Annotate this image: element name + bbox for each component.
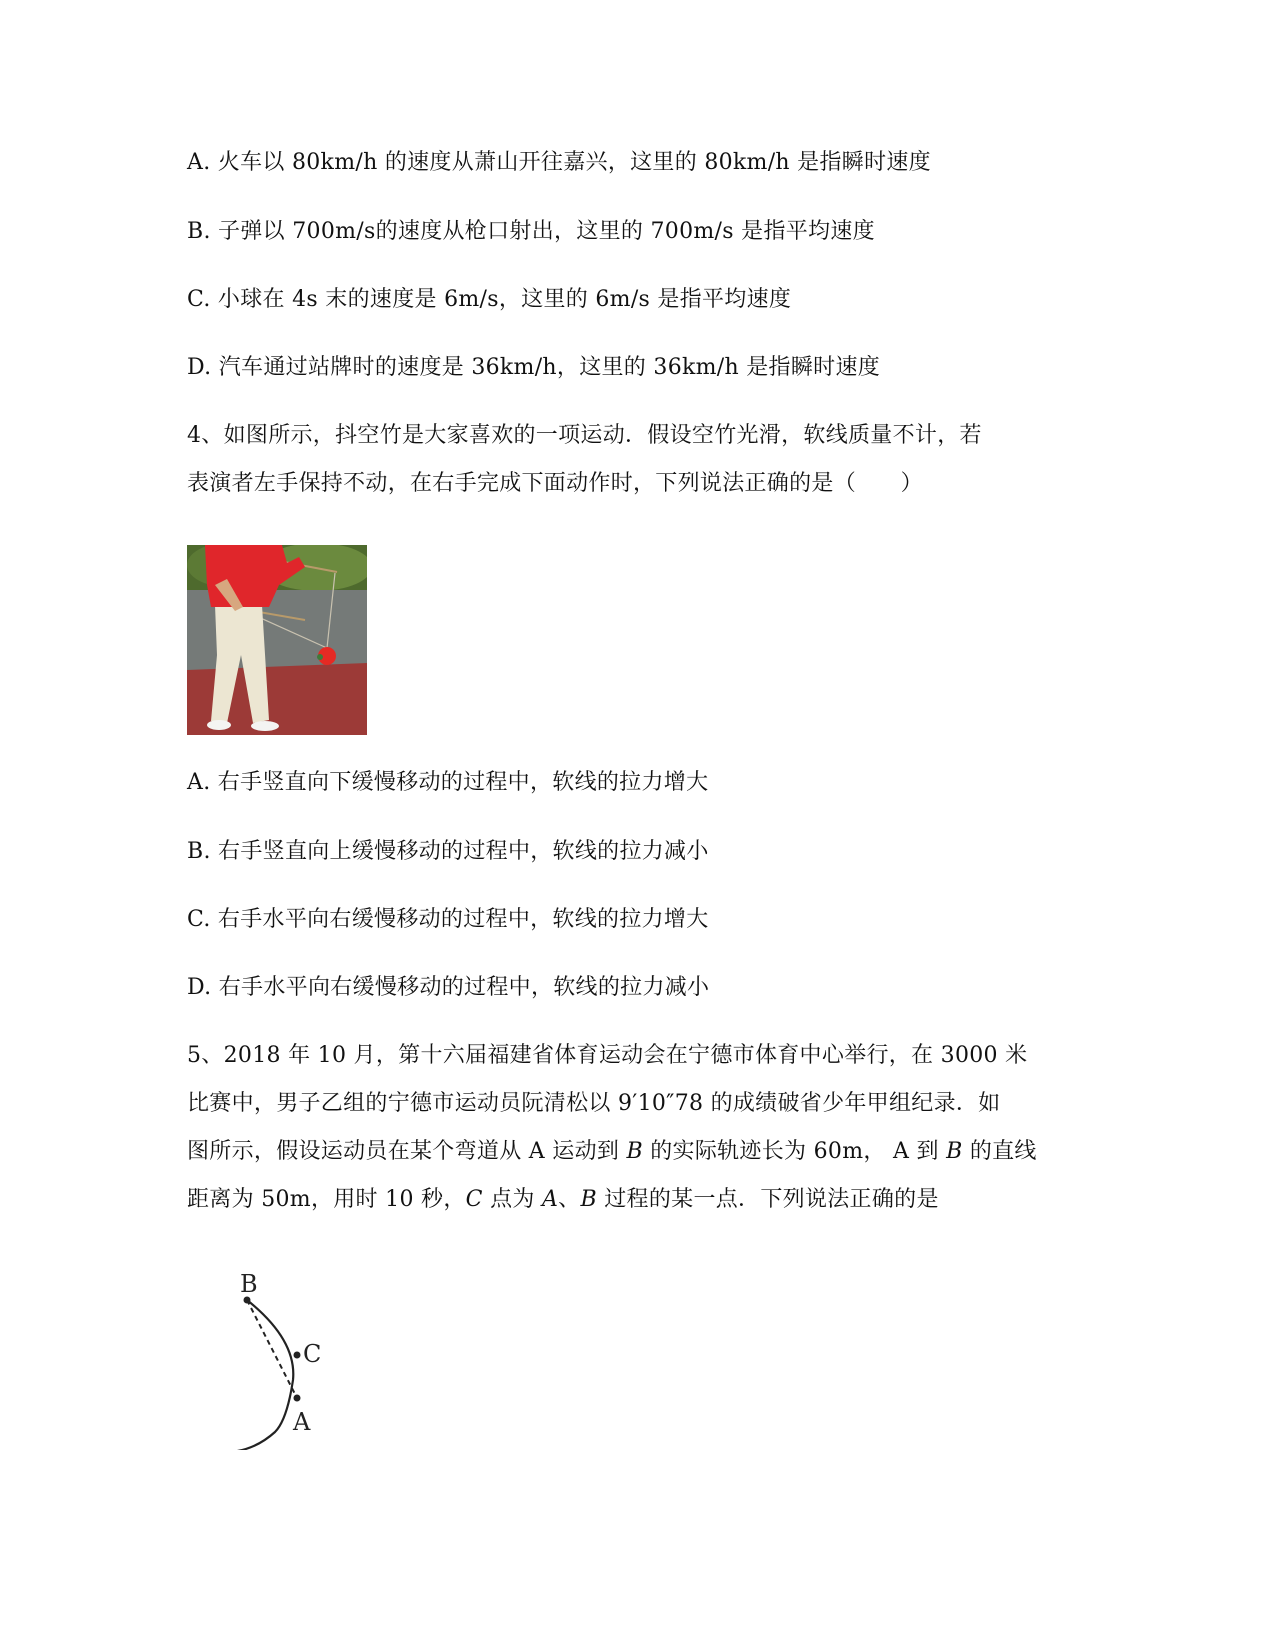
q5-point-c-ref: C (465, 1187, 483, 1212)
point-c (294, 1352, 301, 1359)
q5-stem-line-2: 比赛中，男子乙组的宁德市运动员阮清松以 9′10″78 的成绩破省少年甲组纪录．如 (187, 1091, 1001, 1116)
q4-option-a: A. 右手竖直向下缓慢移动的过程中，软线的拉力增大 (187, 770, 709, 795)
q4-stem-line-2: 表演者左手保持不动，在右手完成下面动作时，下列说法正确的是（ ） (187, 471, 923, 496)
q4-option-c: C. 右手水平向右缓慢移动的过程中，软线的拉力增大 (187, 907, 709, 932)
label-c: C (303, 1340, 322, 1368)
q5-point-b-ref-1: B (626, 1139, 643, 1164)
q4-option-d: D. 右手水平向右缓慢移动的过程中，软线的拉力减小 (187, 975, 710, 1000)
point-a (294, 1395, 301, 1402)
shoe-right (251, 721, 279, 731)
q4-option-b: B. 右手竖直向上缓慢移动的过程中，软线的拉力减小 (187, 839, 709, 864)
q3-option-c: C. 小球在 4s 末的速度是 6m/s，这里的 6m/s 是指平均速度 (187, 287, 792, 312)
q5-line-3-part-1: 图所示，假设运动员在某个弯道从 A 运动到 (187, 1139, 627, 1164)
q3-option-b: B. 子弹以 700m/s的速度从枪口射出，这里的 700m/s 是指平均速度 (187, 219, 875, 244)
q5-line-4-part-1: 距离为 50m，用时 10 秒， (187, 1187, 466, 1212)
q5-point-b-ref-3: B (580, 1187, 597, 1212)
curve-diagram-svg (185, 1270, 335, 1450)
q5-line-3-part-3: 的直线 (962, 1139, 1037, 1164)
track-arc (230, 1300, 293, 1450)
q5-stem-line-1: 5、2018 年 10 月，第十六届福建省体育运动会在宁德市体育中心举行，在 3000 米 (187, 1043, 1028, 1068)
q5-line-4-part-2: 点为 (482, 1187, 542, 1212)
q4-stem-line-1: 4、如图所示，抖空竹是大家喜欢的一项运动．假设空竹光滑，软线质量不计，若 (187, 423, 982, 448)
q5-line-3-part-2: 的实际轨迹长为 60m， A 到 (642, 1139, 947, 1164)
shoe-left (207, 720, 231, 730)
label-a: A (293, 1408, 311, 1436)
diabolo-photo-illustration (187, 545, 367, 735)
q5-point-b-ref-2: B (946, 1139, 963, 1164)
q5-line-4-part-4: 过程的某一点．下列说法正确的是 (596, 1187, 939, 1212)
q3-option-a: A. 火车以 80km/h 的速度从萧山开往嘉兴，这里的 80km/h 是指瞬时速度 (187, 150, 931, 175)
q5-line-4-part-3: 、 (558, 1187, 581, 1212)
diabolo-axle (317, 654, 323, 660)
label-b: B (240, 1270, 258, 1298)
curve-diagram (185, 1270, 335, 1450)
q5-point-a-ref: A (541, 1187, 559, 1212)
q5-stem-line-4 (187, 1185, 939, 1215)
q3-option-d: D. 汽车通过站牌时的速度是 36km/h，这里的 36km/h 是指瞬时速度 (187, 355, 881, 380)
diabolo-photo (187, 545, 367, 735)
q5-stem-line-3 (187, 1137, 1037, 1167)
chord-ab (247, 1300, 297, 1398)
